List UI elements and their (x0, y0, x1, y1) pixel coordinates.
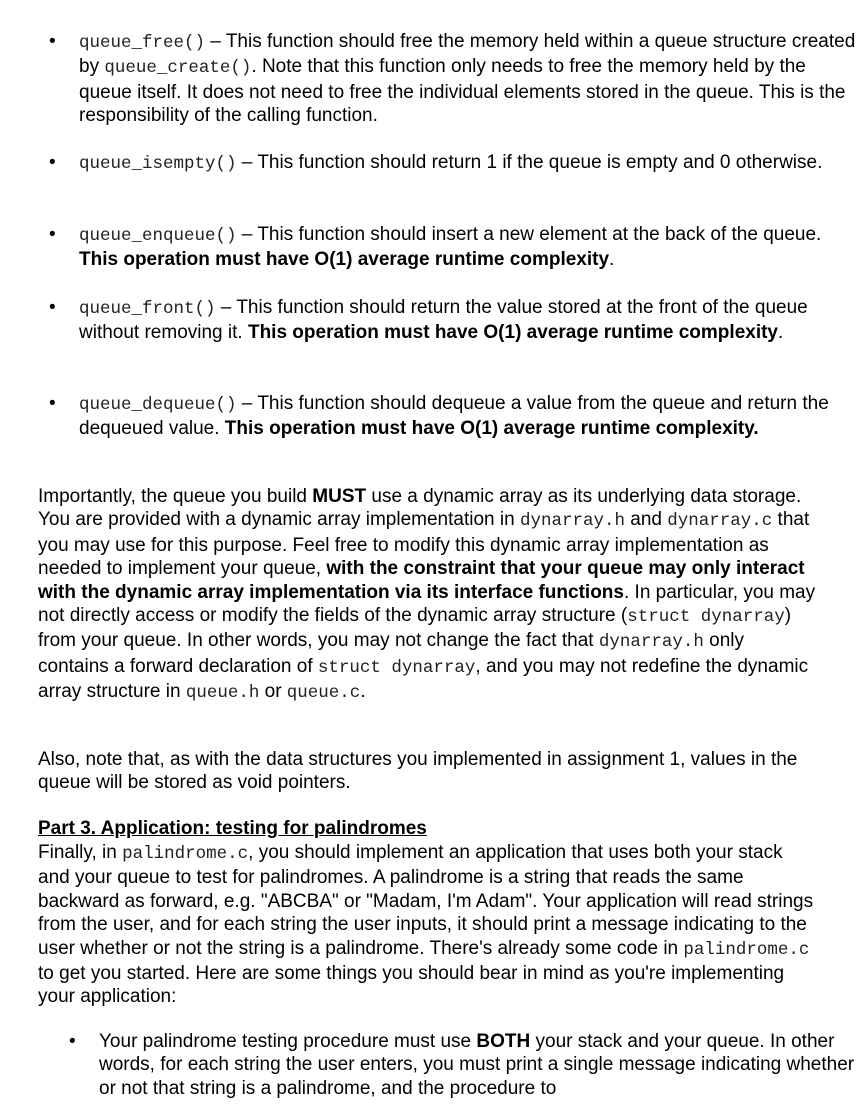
code-queue-isempty: queue_isempty() (79, 154, 237, 174)
bullet-text: queue_isempty() – This function should return 1 if the queue is empty and 0 otherwise. (79, 152, 823, 174)
paragraph-void-pointers: Also, note that, as with the data structures you implemented in assignment 1, values in the queue will be stored as void pointers. (38, 749, 798, 794)
bullet-dot: • (49, 31, 56, 52)
code-queue-c: queue.c (286, 683, 361, 704)
bullet-queue-isempty (38, 151, 859, 176)
paragraph-palindromes: Finally, in palindrome.c, you should implement an application that uses both your stack and your queue to test for palindromes. A palindrome is a string that reads the same backward as forward, e.g. "ABCBA" or "Madam, I'm Adam". Your application will read strings from the user, and for each string the user inputs, it should print a message indicating to the user whether or not the string is a palindrome. There's already some code in palindrome.c to get you started. Here are some things you should bear in mind as you're implementing your application: (38, 842, 814, 1008)
section-heading-part3: Part 3. Application: testing for palindromes (38, 818, 427, 839)
bullet-queue-enqueue (38, 223, 859, 272)
bullet-queue-free (38, 30, 859, 128)
bullet-dot: • (49, 224, 56, 245)
bullet-queue-dequeue (38, 392, 859, 441)
code-struct-dynarray: struct dynarray (317, 657, 476, 678)
bullet-text: Your palindrome testing procedure must use BOTH your stack and your queue. In other words, for each string the user enters, you must print a single message indicating whether or not that string is a palindrome, and the procedure to (99, 1031, 855, 1099)
code-dynarray-h: dynarray.h (598, 632, 704, 653)
code-queue-enqueue: queue_enqueue() (79, 226, 237, 246)
code-queue-front: queue_front() (79, 299, 216, 319)
runtime-requirement: This operation must have O(1) average runtime complexity. (224, 418, 759, 440)
paragraph-dynarray-constraint: Importantly, the queue you build MUST use a dynamic array as its underlying data storage. You are provided with a dynamic array implementation in dynarray.h and dynarray.c that you may use for this purpose. Feel free to modify this dynamic array implementation as needed to implement your queue, with the constraint that your queue may only interact with the dynamic array implementation via its interface functions. In particular, you may not directly access or modify the fields of the dynamic array structure (struct dynarray) from your queue. In other words, you may not change the fact that dynarray.h only contains a forward declaration of struct dynarray, and you may not redefine the dynamic array structure in queue.h or queue.c. (38, 486, 816, 704)
runtime-requirement: This operation must have O(1) average runtime complexity (79, 249, 610, 271)
code-dynarray-c: dynarray.c (667, 511, 773, 532)
bullet-text: queue_free() – This function should free the memory held within a queue structure created by queue_create(). Note that this function only needs to free the memory held by the queue itself. It does not need to free the individual elements stored in the queue. This is the responsibility of the calling function. (79, 31, 856, 127)
code-queue-free: queue_free() (79, 33, 206, 53)
code-dynarray-h: dynarray.h (519, 511, 625, 532)
code-palindrome-c: palindrome.c (122, 844, 249, 864)
bullet-dot: • (49, 297, 56, 318)
code-struct-dynarray: struct dynarray (627, 607, 785, 628)
bullet-text: queue_enqueue() – This function should insert a new element at the back of the queue. This operation must have O(1) average runtime complexity. (79, 224, 822, 271)
bullet-dot: • (49, 152, 56, 173)
bullet-text: queue_dequeue() – This function should dequeue a value from the queue and return the dequeued value. This operation must have O(1) average runtime complexity. (79, 393, 829, 440)
code-palindrome-c: palindrome.c (683, 939, 810, 960)
code-queue-create: queue_create() (104, 58, 252, 79)
bullet-dot: • (69, 1031, 76, 1052)
bullet-queue-front (38, 296, 859, 345)
code-queue-h: queue.h (185, 683, 260, 704)
code-queue-dequeue: queue_dequeue() (79, 395, 237, 415)
runtime-requirement: This operation must have O(1) average runtime complexity (247, 322, 779, 344)
bullet-text: queue_front() – This function should return the value stored at the front of the queue without removing it. This operation must have O(1) average runtime complexity. (79, 297, 808, 344)
bullet-dot: • (49, 393, 56, 414)
interface-constraint: with the constraint that your queue may only interact with the dynamic array implementation via its interface functions (38, 558, 805, 603)
bullet-use-both (58, 1030, 859, 1100)
